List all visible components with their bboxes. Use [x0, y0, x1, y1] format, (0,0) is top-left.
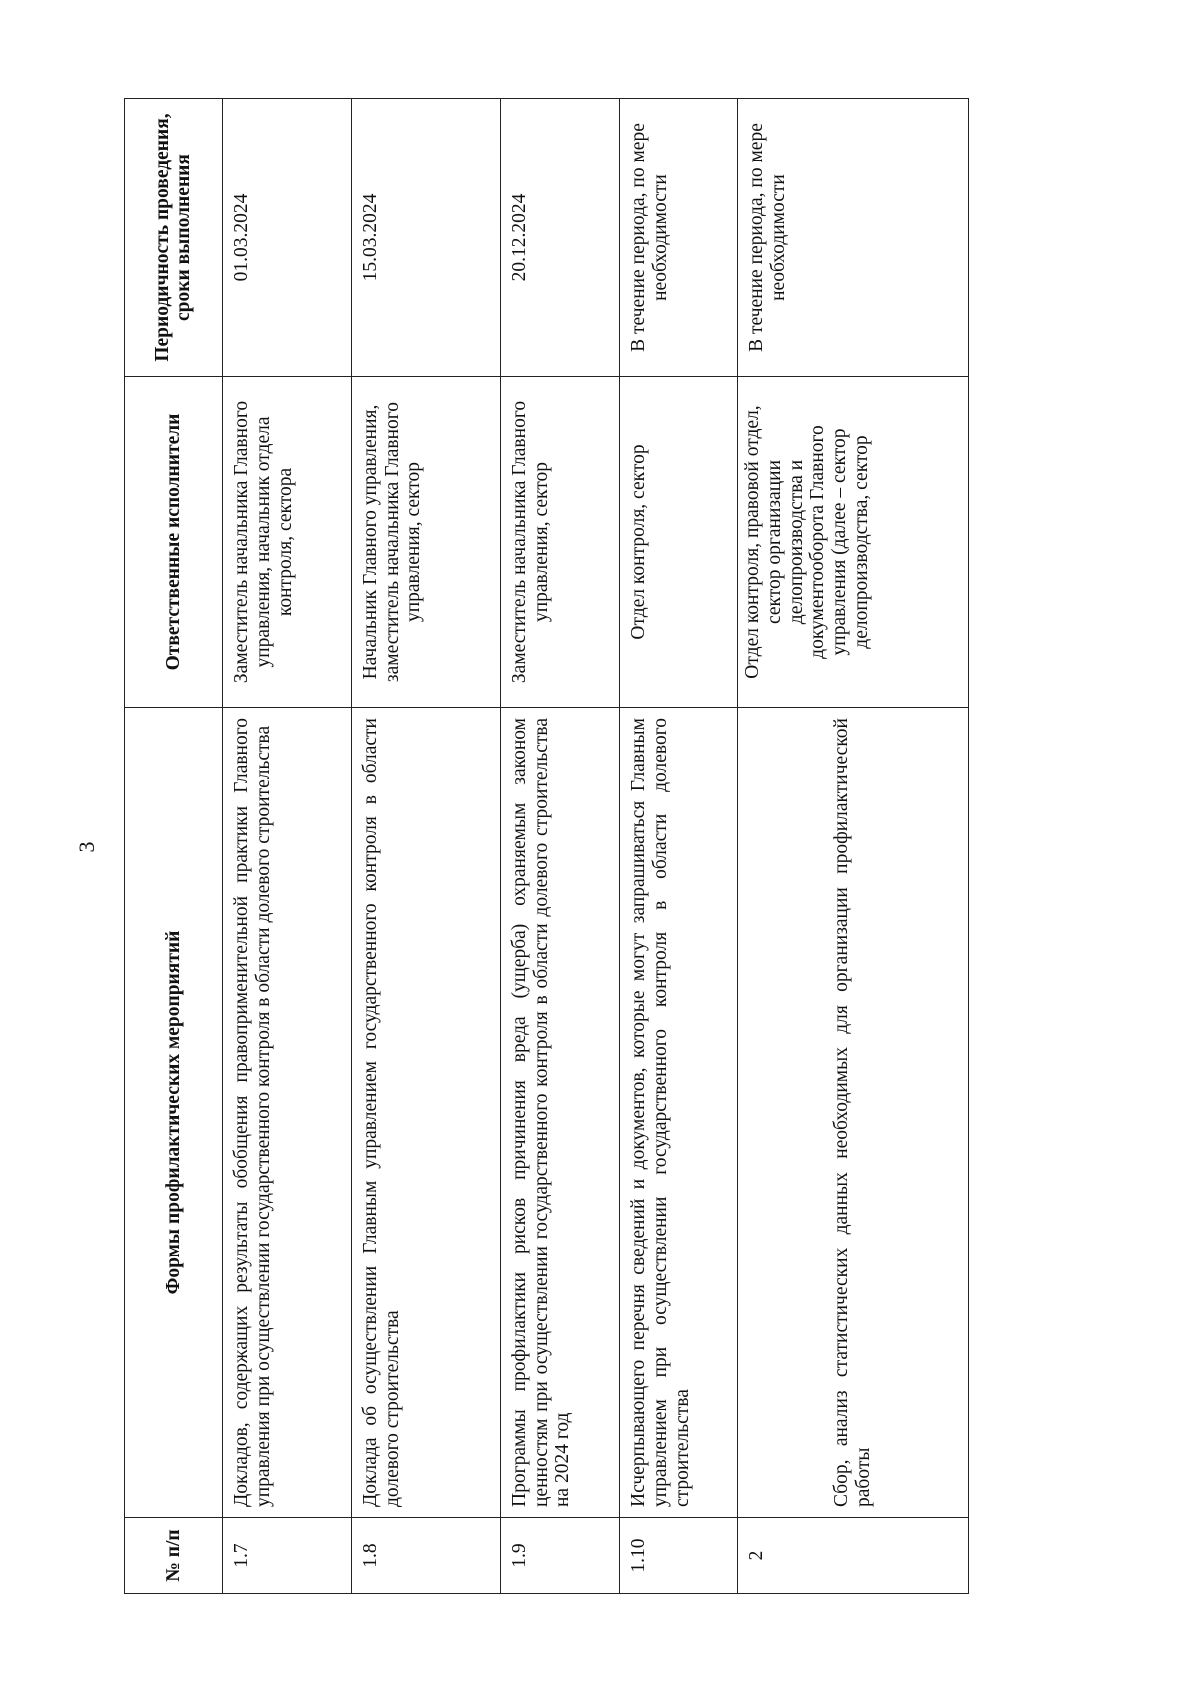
table-row — [500, 98, 619, 1593]
header-responsible: Ответственные исполнители — [124, 376, 222, 707]
row-period: 20.12.2024 — [500, 98, 619, 376]
row-responsible: Заместитель начальника Главного управления, начальник отдела контроля, сектора — [222, 376, 351, 707]
row-form: Программы профилактики рисков причинения вреда (ущерба) охраняемым законом ценностям при осуществлении государственного контроля в области долевого строительства на 2024 год — [500, 707, 619, 1517]
row-period: 01.03.2024 — [222, 98, 351, 376]
rotated-table-wrapper — [124, 99, 969, 1594]
row-form: Исчерпывающего перечня сведений и документов, которые могут запрашиваться Главным управлением при осуществлении государственного контроля в области долевого строительства — [619, 707, 737, 1517]
row-responsible: Начальник Главного управления, заместитель начальника Главного управления, сектор — [351, 376, 500, 707]
header-num: № п/п — [124, 1517, 222, 1593]
row-form: Сбор, анализ статистических данных необходимых для организации профилактической работы — [737, 707, 968, 1517]
prevention-measures-table — [124, 98, 969, 1594]
row-responsible: Отдел контроля, сектор — [619, 376, 737, 707]
row-form: Докладов, содержащих результаты обобщения правоприменительной практики Главного управления при осуществлении государственного контроля в области долевого строительства — [222, 707, 351, 1517]
row-num: 1.9 — [500, 1517, 619, 1593]
row-form: Доклада об осуществлении Главным управлением государственного контроля в области долевого строительства — [351, 707, 500, 1517]
header-period: Периодичность проведения, сроки выполнения — [124, 98, 222, 376]
row-num: 1.7 — [222, 1517, 351, 1593]
table-header-row — [124, 98, 222, 1593]
header-form: Формы профилактических мероприятий — [124, 707, 222, 1517]
row-responsible: Отдел контроля, правовой отдел, сектор организации делопроизводства и документооборота Главного управления (далее – сектор делопроизводства, сектор — [737, 376, 968, 707]
row-num: 1.10 — [619, 1517, 737, 1593]
row-period: 15.03.2024 — [351, 98, 500, 376]
table-row — [737, 98, 968, 1593]
table-row — [619, 98, 737, 1593]
table-row — [222, 98, 351, 1593]
row-num: 2 — [737, 1517, 968, 1593]
page-number: 3 — [74, 841, 99, 853]
row-period: В течение периода, по мере необходимости — [619, 98, 737, 376]
row-num: 1.8 — [351, 1517, 500, 1593]
table-row — [351, 98, 500, 1593]
row-responsible: Заместитель начальника Главного управления, сектор — [500, 376, 619, 707]
row-period: В течение периода, по мере необходимости — [737, 98, 968, 376]
